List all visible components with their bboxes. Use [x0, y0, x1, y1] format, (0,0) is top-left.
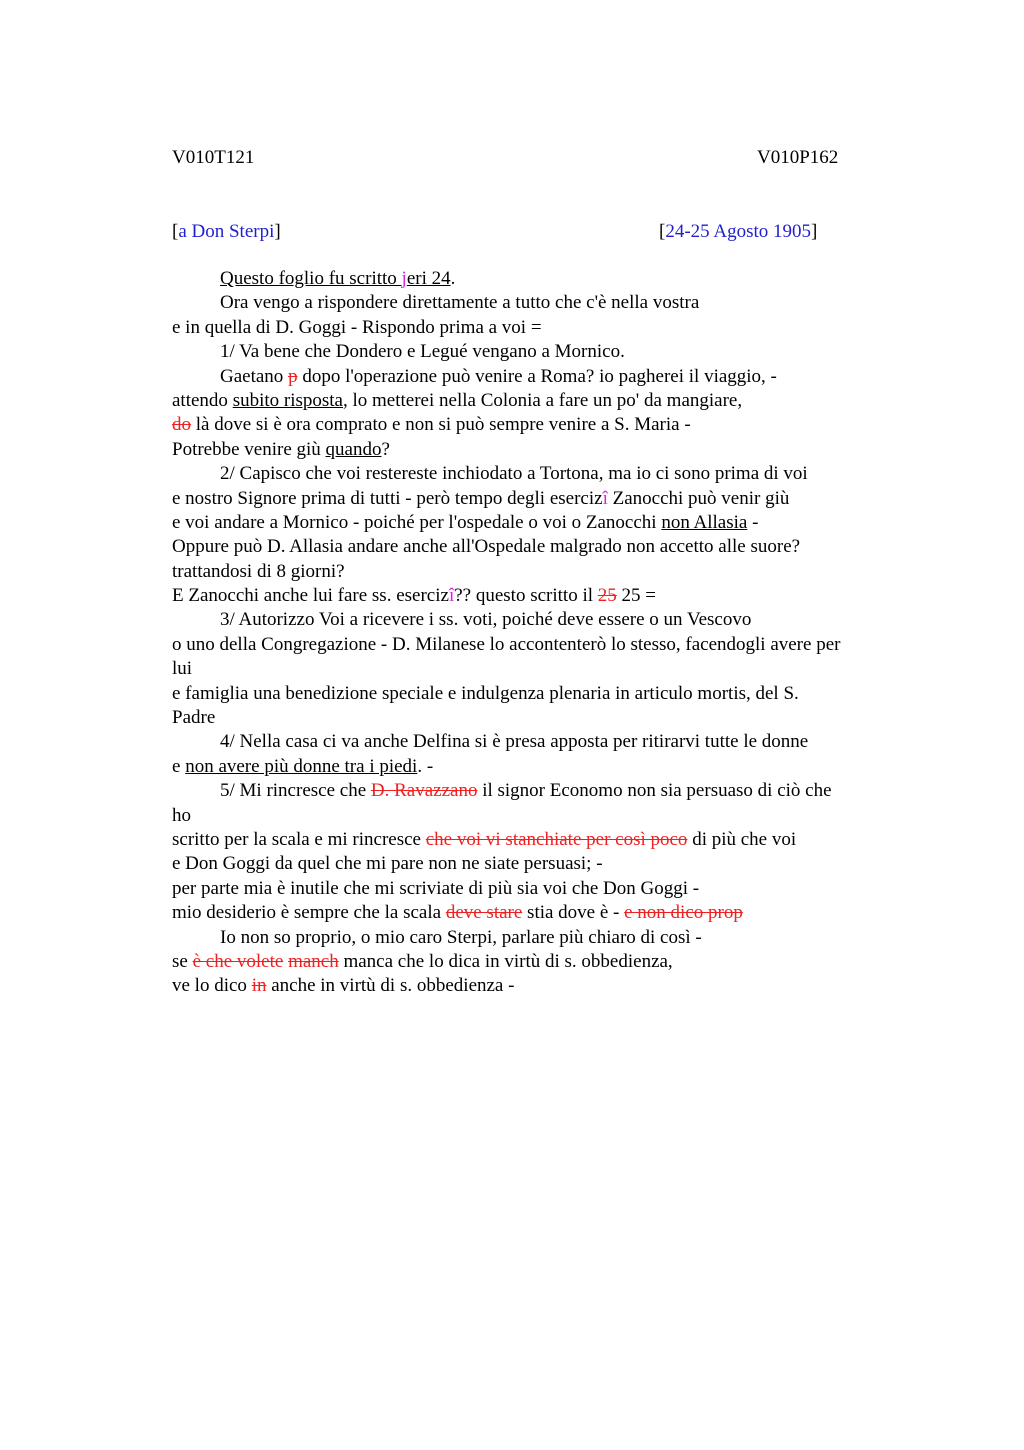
- text-line: [172, 901, 902, 925]
- text-segment: Oppure può D. Allasia andare anche all'Ospedale malgrado non accetto alle suore?: [172, 536, 801, 558]
- deleted-text: 25: [597, 585, 617, 607]
- text-segment: -: [747, 511, 759, 533]
- deleted-text: p: [288, 365, 298, 387]
- deleted-text: do: [172, 414, 191, 436]
- text-line: [172, 535, 902, 559]
- text-segment: mio desiderio è sempre che la scala: [172, 902, 446, 924]
- text-segment: Io non so proprio, o mio caro Sterpi, parlare più chiaro di così -: [220, 926, 702, 948]
- text-segment: manca che lo dica in virtù di s. obbedienza,: [338, 950, 673, 972]
- text-segment: e voi andare a Mornico - poiché per l'ospedale o voi o Zanocchi: [172, 511, 662, 533]
- underlined-text: Questo foglio fu scritto: [220, 268, 402, 289]
- underlined-text: non avere più donne tra i piedi: [185, 755, 418, 777]
- text-segment: E Zanocchi anche lui fare ss. eserciz: [172, 585, 449, 607]
- text-line: [172, 730, 902, 754]
- text-segment: là dove si è ora comprato e non si può sempre venire a S. Maria -: [191, 414, 691, 436]
- text-line: [172, 608, 902, 632]
- text-segment: Padre: [172, 707, 216, 729]
- letter-body: [172, 267, 902, 999]
- underlined-text: quando: [325, 438, 382, 460]
- text-line: [172, 779, 902, 803]
- text-line: [172, 560, 902, 584]
- text-line: [172, 584, 902, 608]
- underlined-text: eri 24: [406, 268, 451, 289]
- text-line: [172, 706, 902, 730]
- text-segment: . -: [417, 755, 434, 777]
- correction-mark: j: [401, 268, 407, 289]
- text-segment: Gaetano: [220, 365, 289, 387]
- text-line: [172, 633, 902, 657]
- deleted-text: e non dico prop: [624, 902, 743, 924]
- text-segment: ?: [381, 438, 390, 460]
- recipient-name: a Don Sterpi: [178, 221, 275, 242]
- underlined-text: subito risposta: [232, 389, 343, 411]
- text-line: [172, 682, 902, 706]
- text-segment: e Don Goggi da quel che mi pare non ne siate persuasi; -: [172, 853, 603, 875]
- deleted-text: che voi vi stanchiate per così poco: [425, 828, 688, 850]
- text-line: [172, 877, 902, 901]
- text-segment: 3/ Autorizzo Voi a ricevere i ss. voti, poiché deve essere o un Vescovo: [220, 609, 752, 631]
- text-line: [172, 852, 902, 876]
- text-segment: scritto per la scala e mi rincresce: [172, 828, 426, 850]
- text-line: [172, 291, 902, 315]
- text-line: [172, 926, 902, 950]
- text-line: [172, 657, 902, 681]
- text-line: [172, 804, 902, 828]
- text-segment: e nostro Signore prima di tutti - però tempo degli eserciz: [172, 487, 603, 509]
- document-code-left: V010T121: [172, 147, 255, 168]
- deleted-text: manch: [288, 950, 339, 972]
- date-heading: [24-25 Agosto 1905]: [659, 221, 818, 242]
- text-segment: dopo l'operazione può venire a Roma? io pagherei il viaggio, -: [297, 365, 777, 387]
- text-line: [172, 511, 902, 535]
- text-line: [172, 340, 902, 364]
- deleted-text: in: [251, 975, 267, 997]
- text-line: [172, 462, 902, 486]
- text-segment: Ora vengo a rispondere direttamente a tutto che c'è nella vostra: [220, 292, 700, 314]
- text-segment: Zanocchi può venir giù: [607, 487, 790, 509]
- deleted-text: deve stare: [445, 902, 523, 924]
- recipient-heading: [a Don Sterpi]: [172, 221, 281, 242]
- text-segment: di più che voi: [687, 828, 797, 850]
- text-segment: e in quella di D. Goggi - Rispondo prima a voi =: [172, 316, 542, 338]
- text-segment: trattandosi di 8 giorni?: [172, 560, 345, 582]
- text-segment: stia dove è -: [522, 902, 625, 924]
- correction-mark: î: [448, 585, 455, 607]
- text-segment: , lo metterei nella Colonia a fare un po' da mangiare,: [343, 389, 743, 411]
- deleted-text: D. Ravazzano: [370, 780, 478, 802]
- text-segment: anche in virtù di s. obbedienza -: [266, 975, 515, 997]
- text-line: [172, 974, 902, 998]
- text-segment: attendo: [172, 389, 233, 411]
- text-segment: 2/ Capisco che voi restereste inchiodato a Tortona, ma io ci sono prima di voi: [220, 463, 808, 485]
- text-segment: lui: [172, 658, 193, 680]
- text-segment: o uno della Congregazione - D. Milanese lo accontenterò lo stesso, facendogli avere per: [172, 633, 841, 655]
- deleted-text: è che volete: [192, 950, 284, 972]
- text-line: [172, 487, 902, 511]
- text-line: [172, 389, 902, 413]
- text-segment: Potrebbe venire giù: [172, 438, 326, 460]
- text-line: [172, 828, 902, 852]
- text-segment: ?? questo scritto il: [454, 585, 598, 607]
- text-segment: 4/ Nella casa ci va anche Delfina si è presa apposta per ritirarvi tutte le donne: [220, 731, 809, 753]
- correction-mark: î: [602, 487, 608, 509]
- text-segment: ve lo dico: [172, 975, 252, 997]
- text-line: [172, 755, 902, 779]
- text-line: [172, 438, 902, 462]
- underlined-text: non Allasia: [661, 511, 748, 533]
- document-code-right: V010P162: [757, 147, 839, 168]
- text-line: [172, 365, 902, 389]
- text-line: [172, 316, 902, 340]
- text-segment: per parte mia è inutile che mi scriviate di più sia voi che Don Goggi -: [172, 877, 700, 899]
- text-segment: 25 =: [616, 585, 656, 607]
- text-segment: se: [172, 950, 193, 972]
- text-line: [172, 267, 902, 291]
- letter-date: 24-25 Agosto 1905: [665, 221, 812, 242]
- text-segment: ho: [172, 804, 191, 826]
- text-segment: .: [450, 268, 456, 289]
- text-segment: il signor Economo non sia persuaso di ciò che: [477, 780, 832, 802]
- text-line: [172, 950, 902, 974]
- text-segment: 5/ Mi rincresce che: [220, 780, 371, 802]
- text-segment: 1/ Va bene che Dondero e Legué vengano a Mornico.: [220, 341, 625, 363]
- text-line: [172, 413, 902, 437]
- text-segment: e famiglia una benedizione speciale e indulgenza plenaria in articulo mortis, del S.: [172, 682, 799, 704]
- text-segment: e: [172, 755, 186, 777]
